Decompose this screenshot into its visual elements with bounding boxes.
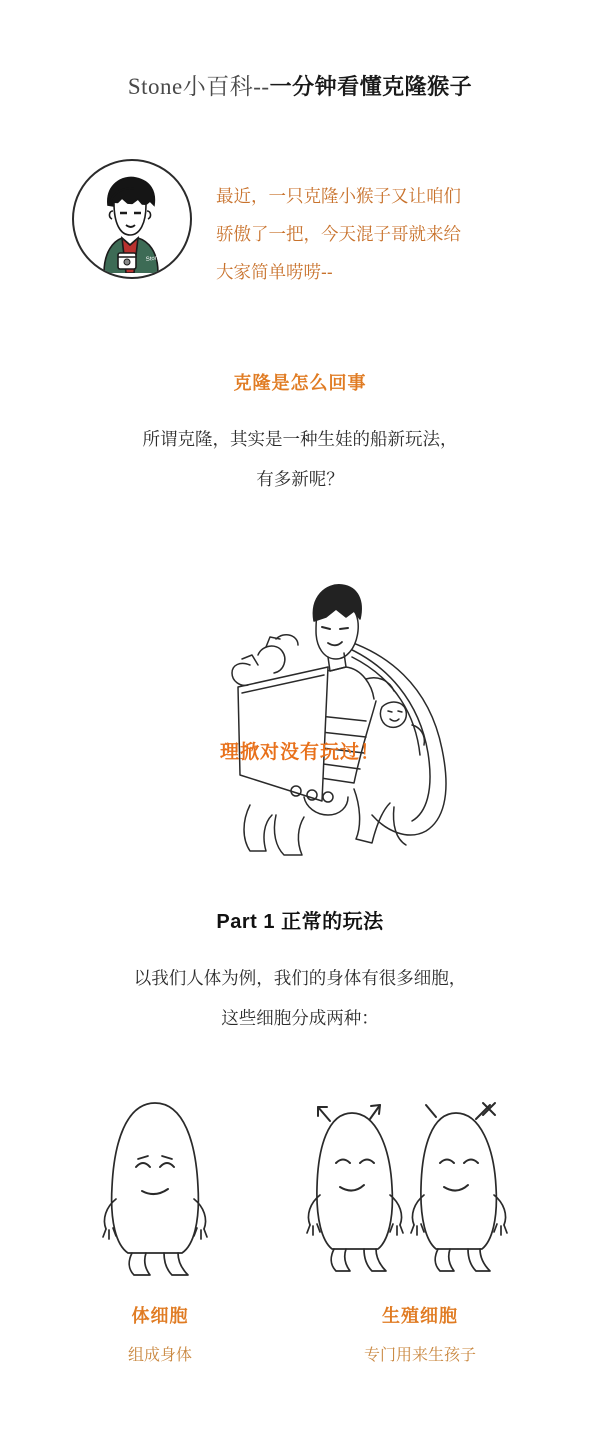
caption-somatic <box>40 1302 280 1365</box>
part1-paragraph-line-2: 这些细胞分成两种： <box>221 1008 379 1028</box>
caption-somatic-title: 体细胞 <box>131 1306 189 1326</box>
cartoon-avatar-boy-icon <box>72 159 192 279</box>
illustration-caption: 理掀对没有玩过！ <box>219 742 380 763</box>
svg-text:Stone: Stone <box>145 254 162 263</box>
caption-germ-title: 生殖细胞 <box>382 1306 458 1326</box>
title-prefix: Stone小百科-- <box>127 74 270 99</box>
caption-somatic-subtitle: 组成身体 <box>127 1347 192 1364</box>
part1-paragraph-line-1: 以我们人体为例，我们的身体有很多细胞， <box>133 968 467 988</box>
section1-paragraph-line-1: 所谓克隆，其实是一种生娃的船新玩法， <box>142 429 458 449</box>
cell-illustrations <box>0 1090 600 1280</box>
germ-cell-characters-icon <box>290 1095 520 1280</box>
caption-germ <box>280 1302 560 1365</box>
title-main: 一分钟看懂克隆猴子 <box>269 74 473 99</box>
intro-block <box>0 159 600 291</box>
intro-line-1: 最近，一只克隆小猴子又让咱们 <box>216 186 461 206</box>
section-heading-clone: 克隆是怎么回事 <box>233 373 367 393</box>
part1-heading: Part 1 正常的玩法 <box>216 911 384 933</box>
caption-germ-subtitle: 专门用来生孩子 <box>363 1347 476 1364</box>
part1-paragraph <box>0 958 600 1038</box>
hero-with-cape-illustration-icon <box>0 539 600 869</box>
somatic-cell-character-icon <box>80 1095 230 1280</box>
cell-captions <box>0 1302 600 1365</box>
page-title <box>0 0 600 101</box>
intro-text <box>216 159 461 291</box>
intro-line-2: 骄傲了一把，今天混子哥就来给 <box>216 224 461 244</box>
section1-paragraph <box>0 419 600 499</box>
bottom-spacer <box>0 1365 600 1405</box>
intro-line-3: 大家简单唠唠-- <box>216 262 333 282</box>
section1-paragraph-line-2: 有多新呢？ <box>256 469 344 489</box>
